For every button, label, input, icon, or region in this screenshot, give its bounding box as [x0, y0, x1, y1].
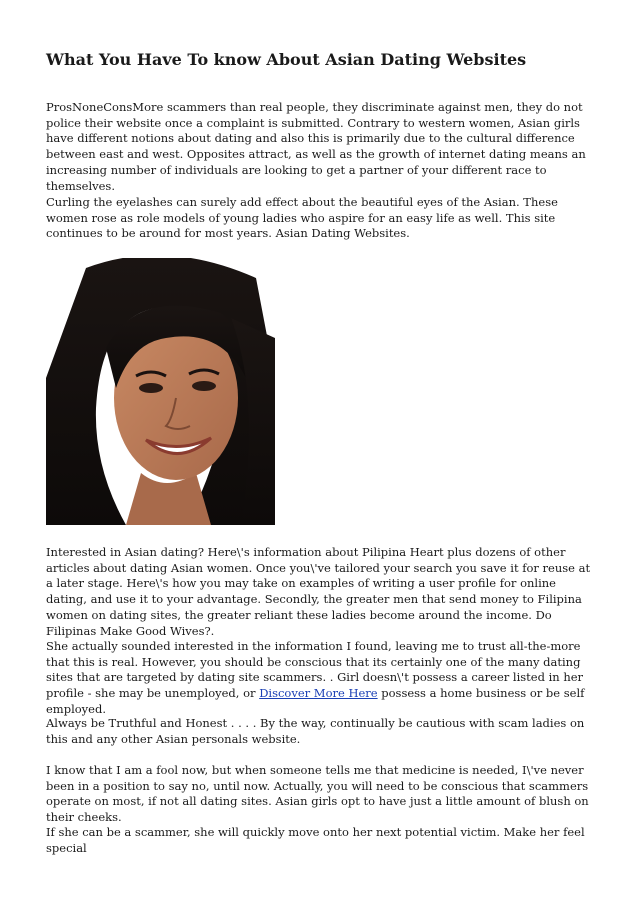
paragraph-eyelashes: Curling the eyelashes can surely add effect about the beautiful eyes of the Asian. These women rose as role models of young ladies who aspire for an easy life as well. This site continues to be around for most years. Asian Dating Websites.	[46, 195, 558, 241]
paragraph-text-before: She actually sounded interested in the information I found, leaving me to trust all-the-more that this is real. However, you should be conscious that its certainly one of the many dating sites that are targeted by dating site scammers. . Girl doesn\'t possess a career listed in her profile - she may be unemployed, or	[46, 639, 584, 701]
paragraph-scammers	[46, 639, 594, 718]
paragraph-medicine: I know that I am a fool now, but when someone tells me that medicine is needed, I\'ve never been in a position to say no, until now. Actually, you will need to be conscious that scammers operate on most, if not all dating sites. Asian girls opt to have just a little amount of blush on their cheeks.	[46, 763, 589, 825]
discover-more-link[interactable]: Discover More Here	[259, 686, 378, 701]
document-title: What You Have To know About Asian Dating Websites	[46, 50, 527, 69]
portrait-photo	[46, 258, 275, 525]
paragraph-pilipina: Interested in Asian dating? Here\'s information about Pilipina Heart plus dozens of other articles about dating Asian women. Once you\'ve tailored your search you save it for reuse at a later stage. Here\'s how you may take on examples of writing a user profile for online dating, and use it to your advantage. Secondly, the greater men that send money to Filipina women on dating sites, the greater reliant these ladies become around the income. Do Filipinas Make Good Wives?.	[46, 545, 591, 638]
paragraph-truthful: Always be Truthful and Honest . . . . By the way, continually be cautious with scam ladies on this and any other Asian personals website.	[46, 716, 585, 746]
paragraph-victim: If she can be a scammer, she will quickly move onto her next potential victim. Make her feel special	[46, 825, 585, 855]
paragraph-text-after: possess a home business or be self employed.	[46, 686, 585, 716]
paragraph-intro: ProsNoneConsMore scammers than real people, they discriminate against men, they do not police their website once a complaint is submitted. Contrary to western women, Asian girls have different notions about dating and also this is primarily due to the cultural difference between east and west. Opposites attract, as well as the growth of internet dating means an increasing number of individuals are looking to get a partner of your different race to themselves.	[46, 100, 586, 193]
